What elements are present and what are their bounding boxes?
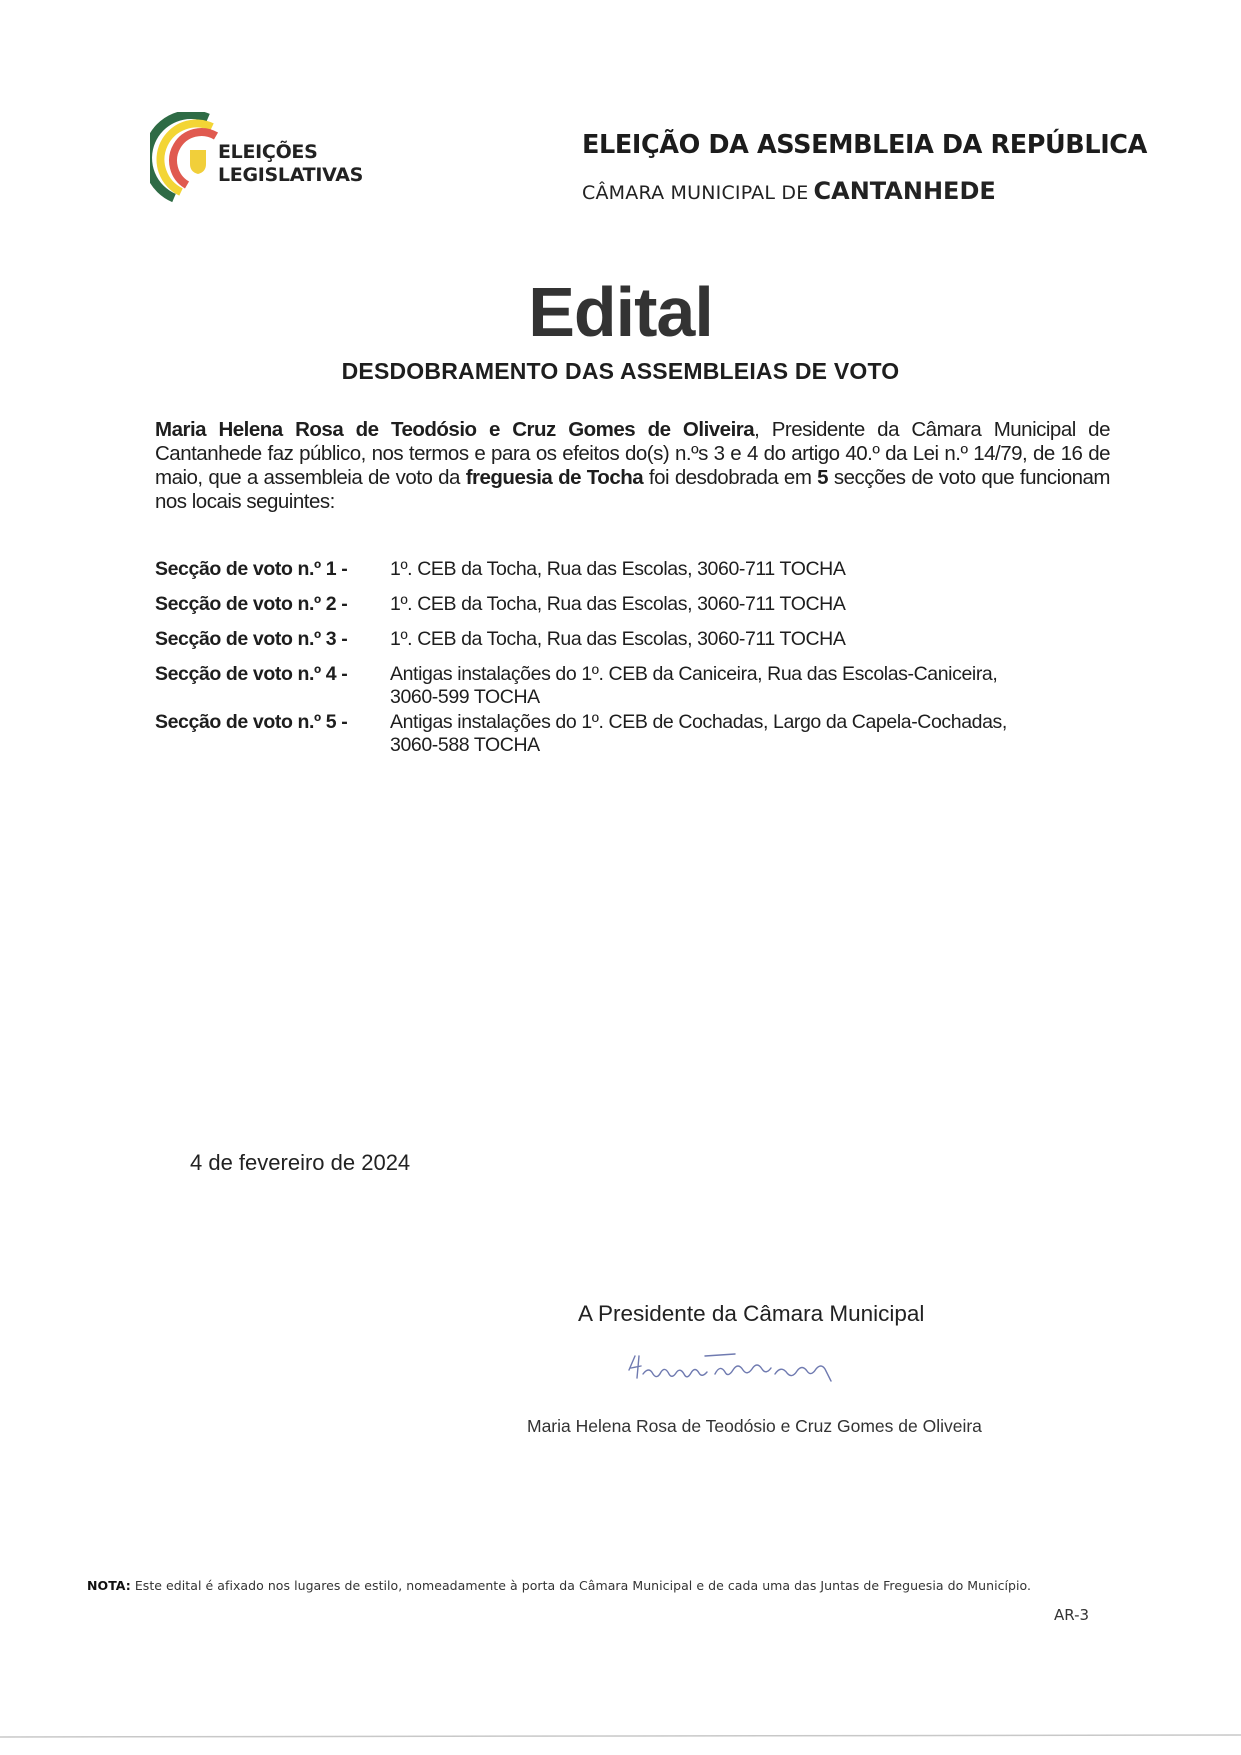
parish-name: freguesia de Tocha [465, 466, 644, 489]
eleicoes-legislativas-logo-icon [150, 112, 222, 204]
voting-sections-list [155, 558, 1115, 757]
voting-section-row [155, 628, 1115, 651]
signatory-title: A Presidente da Câmara Municipal [578, 1301, 925, 1326]
address-line: Antigas instalações do 1º. CEB da Caniceira, Rua das Escolas-Caniceira, [390, 663, 998, 685]
voting-section-row [155, 558, 1115, 581]
signatory-name: Maria Helena Rosa de Teodósio e Cruz Gomes de Oliveira [527, 1416, 982, 1436]
address-line: 1º. CEB da Tocha, Rua das Escolas, 3060-711 TOCHA [390, 628, 846, 650]
section-address [390, 663, 997, 709]
section-label: Secção de voto n.º 2 - [155, 593, 348, 615]
section-address [390, 593, 845, 616]
form-code: AR-3 [1054, 1606, 1090, 1624]
logo-shield [190, 150, 206, 174]
intro-text-1: , Presidente da Câmara Municipal de Cantanhede faz público, nos termos e para os efeitos do(s) n.ºs 3 e 4 do artigo 40.º da Lei n.º 14/79, de 16 de maio, que a assembleia de voto da [155, 418, 1110, 489]
address-line: 1º. CEB da Tocha, Rua das Escolas, 3060-711 TOCHA [390, 593, 846, 615]
section-address [390, 628, 845, 651]
address-line: Antigas instalações do 1º. CEB de Cochadas, Largo da Capela-Cochadas, [390, 711, 1007, 733]
logo-text [218, 141, 363, 187]
section-label: Secção de voto n.º 4 - [155, 663, 348, 685]
document-subtitle: DESDOBRAMENTO DAS ASSEMBLEIAS DE VOTO [341, 358, 900, 384]
municipality-prefix: CÂMARA MUNICIPAL DE [582, 182, 809, 204]
logo-line-1: ELEIÇÕES [218, 141, 318, 163]
municipality-name: CANTANHEDE [813, 177, 996, 205]
intro-text-2: foi desdobrada em [643, 466, 818, 489]
address-line: 3060-588 TOCHA [390, 734, 540, 756]
intro-text-3: secções de voto que funcionam nos locais seguintes: [155, 466, 1110, 513]
election-title: ELEIÇÃO DA ASSEMBLEIA DA REPÚBLICA [582, 130, 1147, 160]
address-line: 1º. CEB da Tocha, Rua das Escolas, 3060-711 TOCHA [390, 558, 846, 580]
section-count: 5 [817, 466, 829, 489]
voting-section-row [155, 663, 1115, 709]
section-address [390, 711, 1007, 757]
document-date: 4 de fevereiro de 2024 [190, 1150, 411, 1175]
section-address [390, 558, 845, 581]
section-label: Secção de voto n.º 5 - [155, 711, 348, 733]
address-line: 3060-599 TOCHA [390, 686, 540, 708]
section-label: Secção de voto n.º 1 - [155, 558, 348, 580]
document-title: Edital [528, 273, 713, 351]
president-name: Maria Helena Rosa de Teodósio e Cruz Gomes de Oliveira [155, 418, 755, 441]
municipality-heading [582, 177, 996, 205]
note-label: NOTA: [87, 1578, 131, 1593]
scan-edge-divider [0, 1734, 1241, 1738]
footer-note [87, 1578, 1031, 1593]
voting-section-row [155, 593, 1115, 616]
note-text: Este edital é afixado nos lugares de estilo, nomeadamente à porta da Câmara Municipal e de cada uma das Juntas de Freguesia do Município. [130, 1578, 1032, 1593]
handwritten-signature-icon [625, 1348, 905, 1388]
logo-line-2: LEGISLATIVAS [218, 164, 364, 186]
section-label: Secção de voto n.º 3 - [155, 628, 348, 650]
voting-section-row [155, 711, 1115, 757]
intro-paragraph [155, 418, 1110, 514]
